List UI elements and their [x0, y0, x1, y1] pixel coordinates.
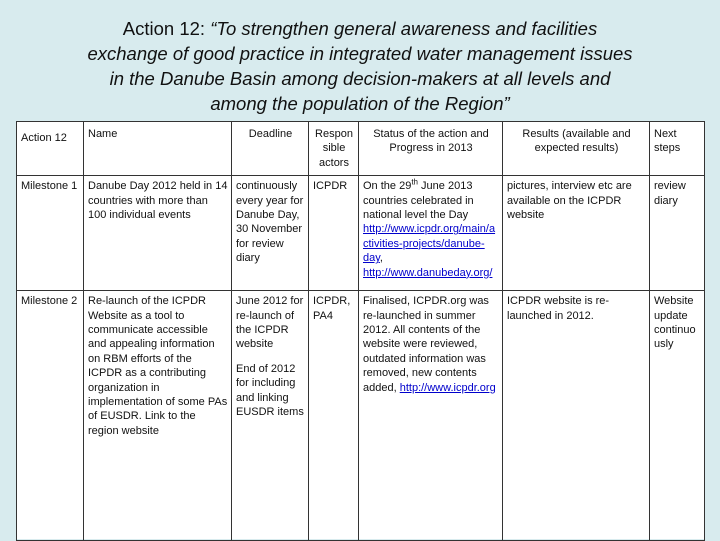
header-responsible: Responsible actors: [309, 122, 359, 176]
title-line-4: among the population of the Region”: [210, 93, 510, 114]
action-table: [16, 121, 705, 541]
status-text-start: On the 29: [363, 180, 412, 193]
status-text: Finalised, ICPDR.org was re-launched in summer 2012. All contents of the website were reviewed, outdated information was removed, new contents added,: [363, 295, 489, 394]
name-cell: Danube Day 2012 held in 14 countries with more than 100 individual events: [84, 176, 232, 291]
link-comma: ,: [379, 252, 383, 265]
header-action: Action 12: [17, 122, 84, 176]
header-status: Status of the action and Progress in 2013: [359, 122, 503, 176]
next-steps-cell: review diary: [650, 176, 705, 291]
header-next-steps: Next steps: [650, 122, 705, 176]
status-superscript: th: [411, 177, 418, 187]
deadline-cell: continuously every year for Danube Day, 30 November for review diary: [232, 176, 309, 291]
title-line-3: in the Danube Basin among decision-makers at all levels and: [109, 68, 611, 89]
milestone-cell: Milestone 2: [17, 291, 84, 541]
icpdr-danube-day-link[interactable]: http://www.icpdr.org/main/activities-projects/danube-day: [363, 223, 496, 265]
results-cell: ICPDR website is re-launched in 2012.: [503, 291, 650, 541]
status-cell: [359, 291, 503, 541]
table-row: [17, 176, 705, 291]
title-quote-line-1: “To strengthen general awareness and facilities: [210, 18, 598, 39]
deadline-eusdr: End of 2012 for including and linking EUSDR items: [236, 362, 304, 419]
danube-day-link-wrap: [363, 223, 495, 264]
next-steps-cell: Website update continuously: [650, 291, 705, 541]
results-cell: pictures, interview etc are available on the ICPDR website: [503, 176, 650, 291]
header-deadline: Deadline: [232, 122, 309, 176]
icpdr-website-link[interactable]: http://www.icpdr.org: [399, 381, 496, 394]
table-row: [17, 291, 705, 541]
title-line-1: [18, 16, 702, 41]
danubeday-org-link[interactable]: http://www.danubeday.org/: [363, 266, 493, 279]
milestone-cell: Milestone 1: [17, 176, 84, 291]
deadline-cell: [232, 291, 309, 541]
slide-title: [18, 16, 702, 116]
responsible-cell: ICPDR, PA4: [309, 291, 359, 541]
name-cell: Re-launch of the ICPDR Website as a tool to communicate accessible and appealing information on RBM efforts of the ICPDR as a contributing organization in implementation of some PAs of EUSDR. Link to the region website: [84, 291, 232, 541]
title-prefix: Action 12:: [122, 18, 211, 39]
status-text-end: June 2013 countries celebrated in national level the Day: [363, 180, 474, 222]
deadline-relaunch: June 2012 for re-launch of the ICPDR website: [236, 295, 304, 351]
header-results: Results (available and expected results): [503, 122, 650, 176]
table-header-row: [17, 122, 705, 176]
status-cell: [359, 176, 503, 291]
responsible-cell: ICPDR: [309, 176, 359, 291]
title-line-2: exchange of good practice in integrated water management issues: [87, 43, 633, 64]
header-name: Name: [84, 122, 232, 176]
